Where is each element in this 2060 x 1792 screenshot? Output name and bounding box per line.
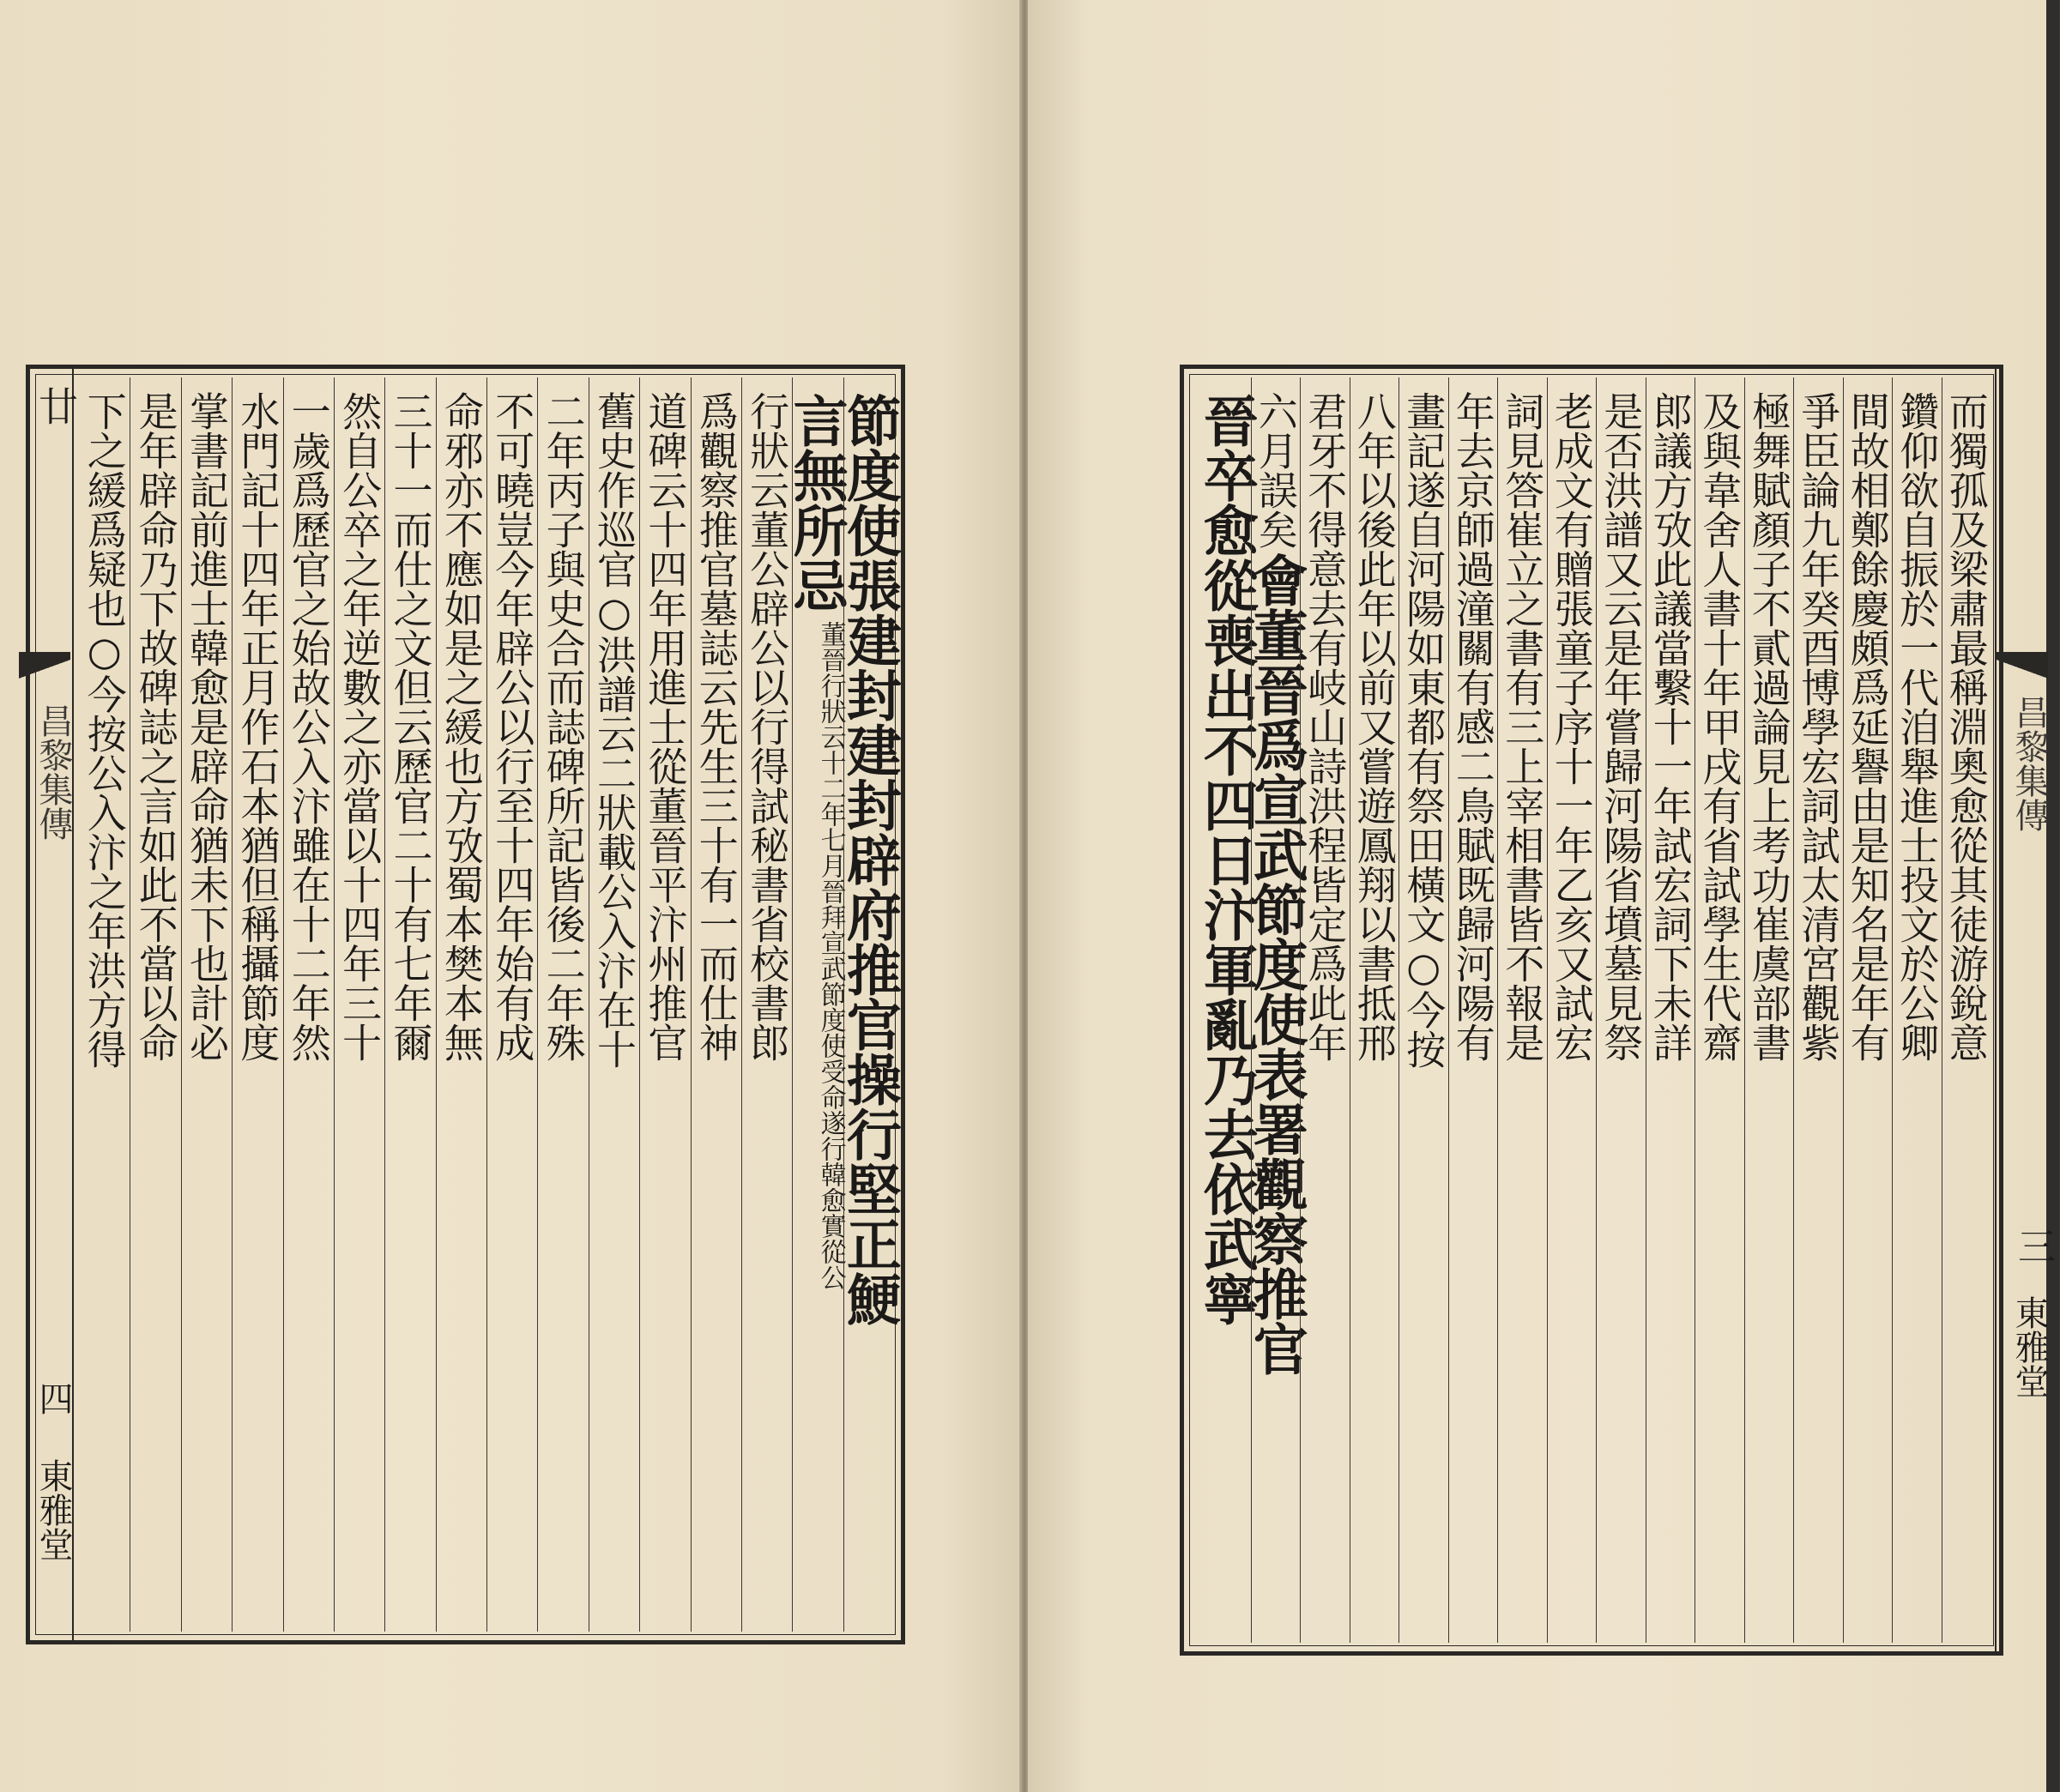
column-text: 間故相鄭餘慶頗爲延譽由是知名是年有	[1844, 391, 1891, 1062]
right-page-column	[1843, 377, 1893, 1643]
column-large-text: 言無所忌	[783, 393, 849, 612]
column-text: 爭臣論九年癸酉博學宏詞試太清宮觀紫	[1795, 391, 1842, 1062]
right-page-column	[1942, 377, 1991, 1643]
column-text: 爲觀察推官墓誌云先生三十有一而仕神	[692, 391, 740, 1062]
column-text: 及與韋舍人書十年甲戌有省試學生代齋	[1696, 391, 1743, 1062]
right-page-column	[1744, 377, 1794, 1643]
left-page-column	[639, 377, 690, 1632]
column-text: 一歲爲歷官之始故公入汴雖在十二年然	[285, 391, 332, 1062]
left-margin-mark: 四	[33, 1381, 73, 1415]
column-text: 二年丙子與史合而誌碑所記皆後二年殊	[540, 391, 587, 1062]
left-page-column	[79, 377, 130, 1632]
column-text: 道碑云十四年用進士從董晉平汴州推官	[642, 391, 689, 1062]
column-text: 而獨孤及梁肅最稱淵奧愈從其徒游銳意	[1942, 391, 1990, 1062]
right-page-column	[1892, 377, 1942, 1643]
right-banxin	[1995, 369, 2055, 1651]
left-page-column	[436, 377, 486, 1632]
column-text: 不可曉豈今年辟公以行至十四年始有成	[489, 391, 536, 1062]
left-page-column	[283, 377, 334, 1632]
left-page-column	[181, 377, 232, 1632]
column-text: 郎議方攷此議當繫十一年試宏詞下未詳	[1646, 391, 1694, 1062]
dark-edge	[2046, 0, 2059, 1792]
right-fish-tail	[1997, 652, 2048, 686]
column-text: 八年以後此年以前又嘗遊鳳翔以書抵邢	[1350, 391, 1398, 1062]
left-fish-tail	[19, 652, 70, 686]
column-text: 三十一而仕之文但云歷官二十有七年爾	[387, 391, 434, 1062]
left-page-column	[486, 377, 537, 1632]
left-page-column	[589, 377, 639, 1632]
right-page-column	[1350, 377, 1399, 1643]
left-page-column	[130, 377, 180, 1632]
left-page-column	[537, 377, 588, 1632]
left-banxin	[19, 369, 79, 1643]
left-page-column	[837, 377, 902, 1632]
right-page-column	[1497, 377, 1547, 1643]
right-page-column	[1695, 377, 1744, 1643]
left-columns	[39, 377, 902, 1632]
column-text: 掌書記前進士韓愈是辟命猶未下也計必	[183, 391, 230, 1062]
right-page-column	[1448, 377, 1498, 1643]
column-large-text: 會董晉爲宣武節度使表署觀察推官	[1243, 552, 1308, 1376]
right-page-column	[1300, 377, 1350, 1643]
column-text: 是否洪譜又云是年嘗歸河陽省墳墓見祭	[1598, 391, 1645, 1062]
column-text: 詞見答崔立之書有三上宰相書皆不報是	[1499, 391, 1546, 1062]
right-page-column	[1547, 377, 1597, 1643]
left-page-column	[783, 377, 849, 1632]
right-margin-title: 昌黎集傳	[2009, 695, 2049, 832]
column-commentary: 董晉行狀云十二年七月晉拜宣武節度使受命遂行韓愈實從公	[815, 621, 846, 1290]
left-page-column	[334, 377, 384, 1632]
right-page-column	[1793, 377, 1843, 1643]
column-text: 節度使張建封建封辟府推官操行堅正鯁	[837, 393, 902, 1326]
column-text: 畫記遂自河陽如東都有祭田橫文○今按	[1400, 391, 1447, 1069]
right-margin-publisher: 東雅堂	[2009, 1295, 2049, 1398]
left-page-column	[232, 377, 282, 1632]
right-page-column	[1596, 377, 1646, 1643]
right-page-column	[1399, 377, 1448, 1643]
left-text-frame	[26, 365, 905, 1644]
column-text: 下之緩爲疑也○今按公入汴之年洪方得	[81, 391, 128, 1069]
column-text: 年去京師過潼關有感二鳥賦既歸河陽有	[1449, 391, 1496, 1062]
right-text-frame	[1180, 365, 2003, 1656]
column-text: 命邪亦不應如是之緩也方攷蜀本樊本無	[438, 391, 485, 1062]
column-text: 水門記十四年正月作石本猶但稱攝節度	[234, 391, 281, 1062]
left-page-column	[691, 377, 741, 1632]
column-text: 晉卒愈從喪出不四日汴軍亂乃去依武寧	[1193, 393, 1259, 1326]
left-margin-title: 昌黎集傳	[33, 703, 73, 841]
column-text: 老成文有贈張童子序十一年乙亥又試宏	[1548, 391, 1595, 1062]
left-folio: 廿	[33, 386, 79, 425]
column-text: 極舞賦顏子不貳過論見上考功崔虞部書	[1745, 391, 1792, 1062]
left-page-column	[384, 377, 435, 1632]
column-small-text: 六月誤矣	[1252, 391, 1299, 549]
column-text: 然自公卒之年逆數之亦當以十四年三十	[336, 391, 384, 1062]
right-margin-folio: 三	[2011, 1227, 2055, 1264]
left-margin-publisher: 東雅堂	[33, 1458, 73, 1561]
right-page-column	[1243, 377, 1308, 1643]
column-text: 舊史作巡官○洪譜云二狀載公入汴在十	[590, 391, 637, 1069]
column-text: 是年辟命乃下故碑誌之言如此不當以命	[132, 391, 179, 1062]
column-text: 行狀云董公辟公以行得試秘書省校書郎	[744, 391, 791, 1062]
right-columns	[1191, 377, 1991, 1643]
column-text: 君牙不得意去有岐山詩洪程皆定爲此年	[1302, 391, 1349, 1062]
right-page-column	[1193, 377, 1259, 1643]
right-page-column	[1646, 377, 1695, 1643]
column-text: 鑽仰欲自振於一代洎舉進士投文於公卿	[1894, 391, 1941, 1062]
